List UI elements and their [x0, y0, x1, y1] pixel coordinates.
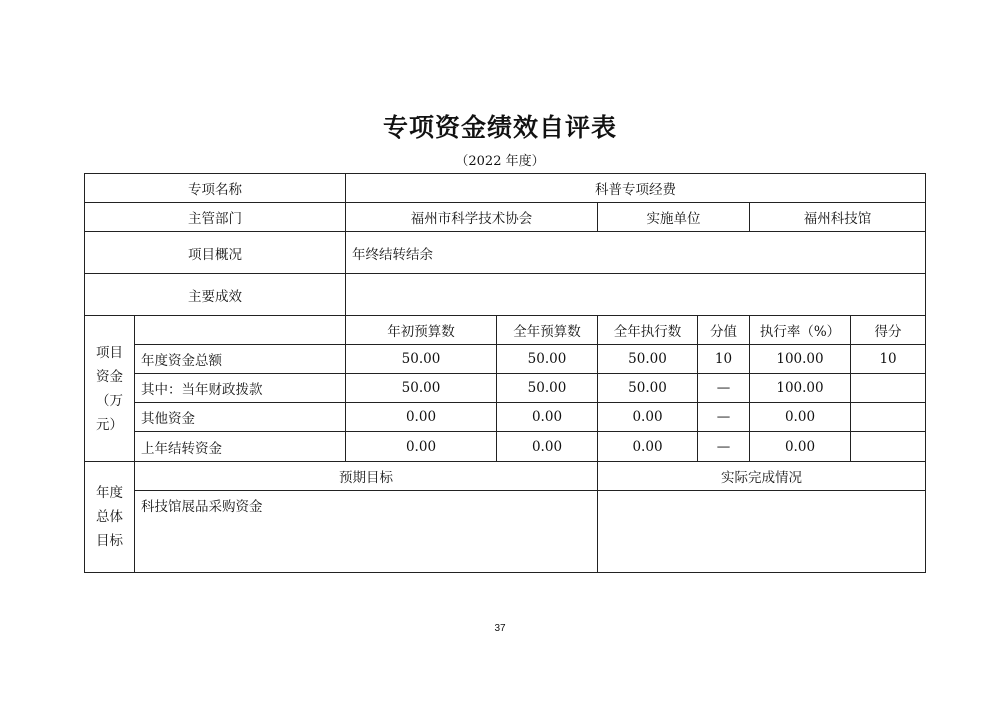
funds-row-label: 上年结转资金: [135, 432, 346, 462]
funds-row-label: 其中：当年财政拨款: [135, 374, 346, 403]
funds-cell: 50.00: [346, 374, 497, 403]
funds-row: [85, 345, 926, 374]
funds-row: [85, 374, 926, 403]
unit-label: 实施单位: [598, 203, 750, 232]
funds-cell: —: [698, 432, 750, 462]
funds-header: 分值: [698, 316, 750, 345]
funds-header: 年初预算数: [346, 316, 497, 345]
actual-completion-value: [598, 491, 926, 573]
funds-row: [85, 403, 926, 432]
goals-side-label-line: 年度: [96, 485, 123, 501]
funds-cell: 0.00: [598, 432, 698, 462]
funds-cell: 0.00: [598, 403, 698, 432]
funds-cell: 10: [851, 345, 926, 374]
funds-cell: 0.00: [750, 403, 851, 432]
goals-side-label-line: 总体: [96, 509, 123, 525]
funds-side-label-line: 元）: [96, 416, 123, 433]
expected-goal-header: 预期目标: [135, 462, 598, 491]
funds-header: 全年执行数: [598, 316, 698, 345]
goals-side-label: [85, 462, 135, 573]
funds-cell: —: [698, 403, 750, 432]
department-value: 福州市科学技术协会: [346, 203, 598, 232]
funds-cell: 50.00: [346, 345, 497, 374]
funds-side-label: [85, 316, 135, 462]
funds-cell: 100.00: [750, 345, 851, 374]
funds-cell: —: [698, 374, 750, 403]
funds-cell: 10: [698, 345, 750, 374]
unit-value: 福州科技馆: [750, 203, 926, 232]
funds-cell: 50.00: [598, 374, 698, 403]
project-name-value: 科普专项经费: [346, 174, 926, 203]
funds-cell: [851, 374, 926, 403]
funds-cell: [851, 403, 926, 432]
funds-cell: [851, 432, 926, 462]
funds-side-label-line: （万: [96, 392, 123, 409]
funds-cell: 50.00: [497, 374, 598, 403]
funds-cell: 0.00: [497, 432, 598, 462]
funds-cell: 50.00: [497, 345, 598, 374]
project-name-label: 专项名称: [85, 174, 346, 203]
results-value: [346, 274, 926, 316]
funds-cell: 0.00: [346, 403, 497, 432]
funds-row-label: 其他资金: [135, 403, 346, 432]
funds-header: 全年预算数: [497, 316, 598, 345]
funds-cell: 0.00: [346, 432, 497, 462]
funds-header: 得分: [851, 316, 926, 345]
overview-value: 年终结转结余: [346, 232, 926, 274]
funds-cell: 0.00: [750, 432, 851, 462]
funds-row: [85, 432, 926, 462]
overview-label: 项目概况: [85, 232, 346, 274]
evaluation-table: [84, 173, 926, 573]
funds-row-label: 年度资金总额: [135, 345, 346, 374]
funds-side-label-line: 资金: [96, 368, 123, 385]
funds-side-label-line: 项目: [96, 344, 123, 361]
expected-goal-value: 科技馆展品采购资金: [135, 491, 598, 573]
funds-cell: 100.00: [750, 374, 851, 403]
page-title: 专项资金绩效自评表: [382, 113, 617, 142]
funds-cell: 50.00: [598, 345, 698, 374]
page-number: 37: [494, 623, 506, 634]
funds-header: 执行率（%）: [750, 316, 851, 345]
actual-completion-header: 实际完成情况: [598, 462, 926, 491]
results-label: 主要成效: [85, 274, 346, 316]
department-label: 主管部门: [85, 203, 346, 232]
funds-cell: 0.00: [497, 403, 598, 432]
funds-header-blank: [135, 316, 346, 345]
goals-side-label-line: 目标: [96, 533, 123, 549]
page-subtitle: （2022 年度）: [455, 154, 545, 169]
